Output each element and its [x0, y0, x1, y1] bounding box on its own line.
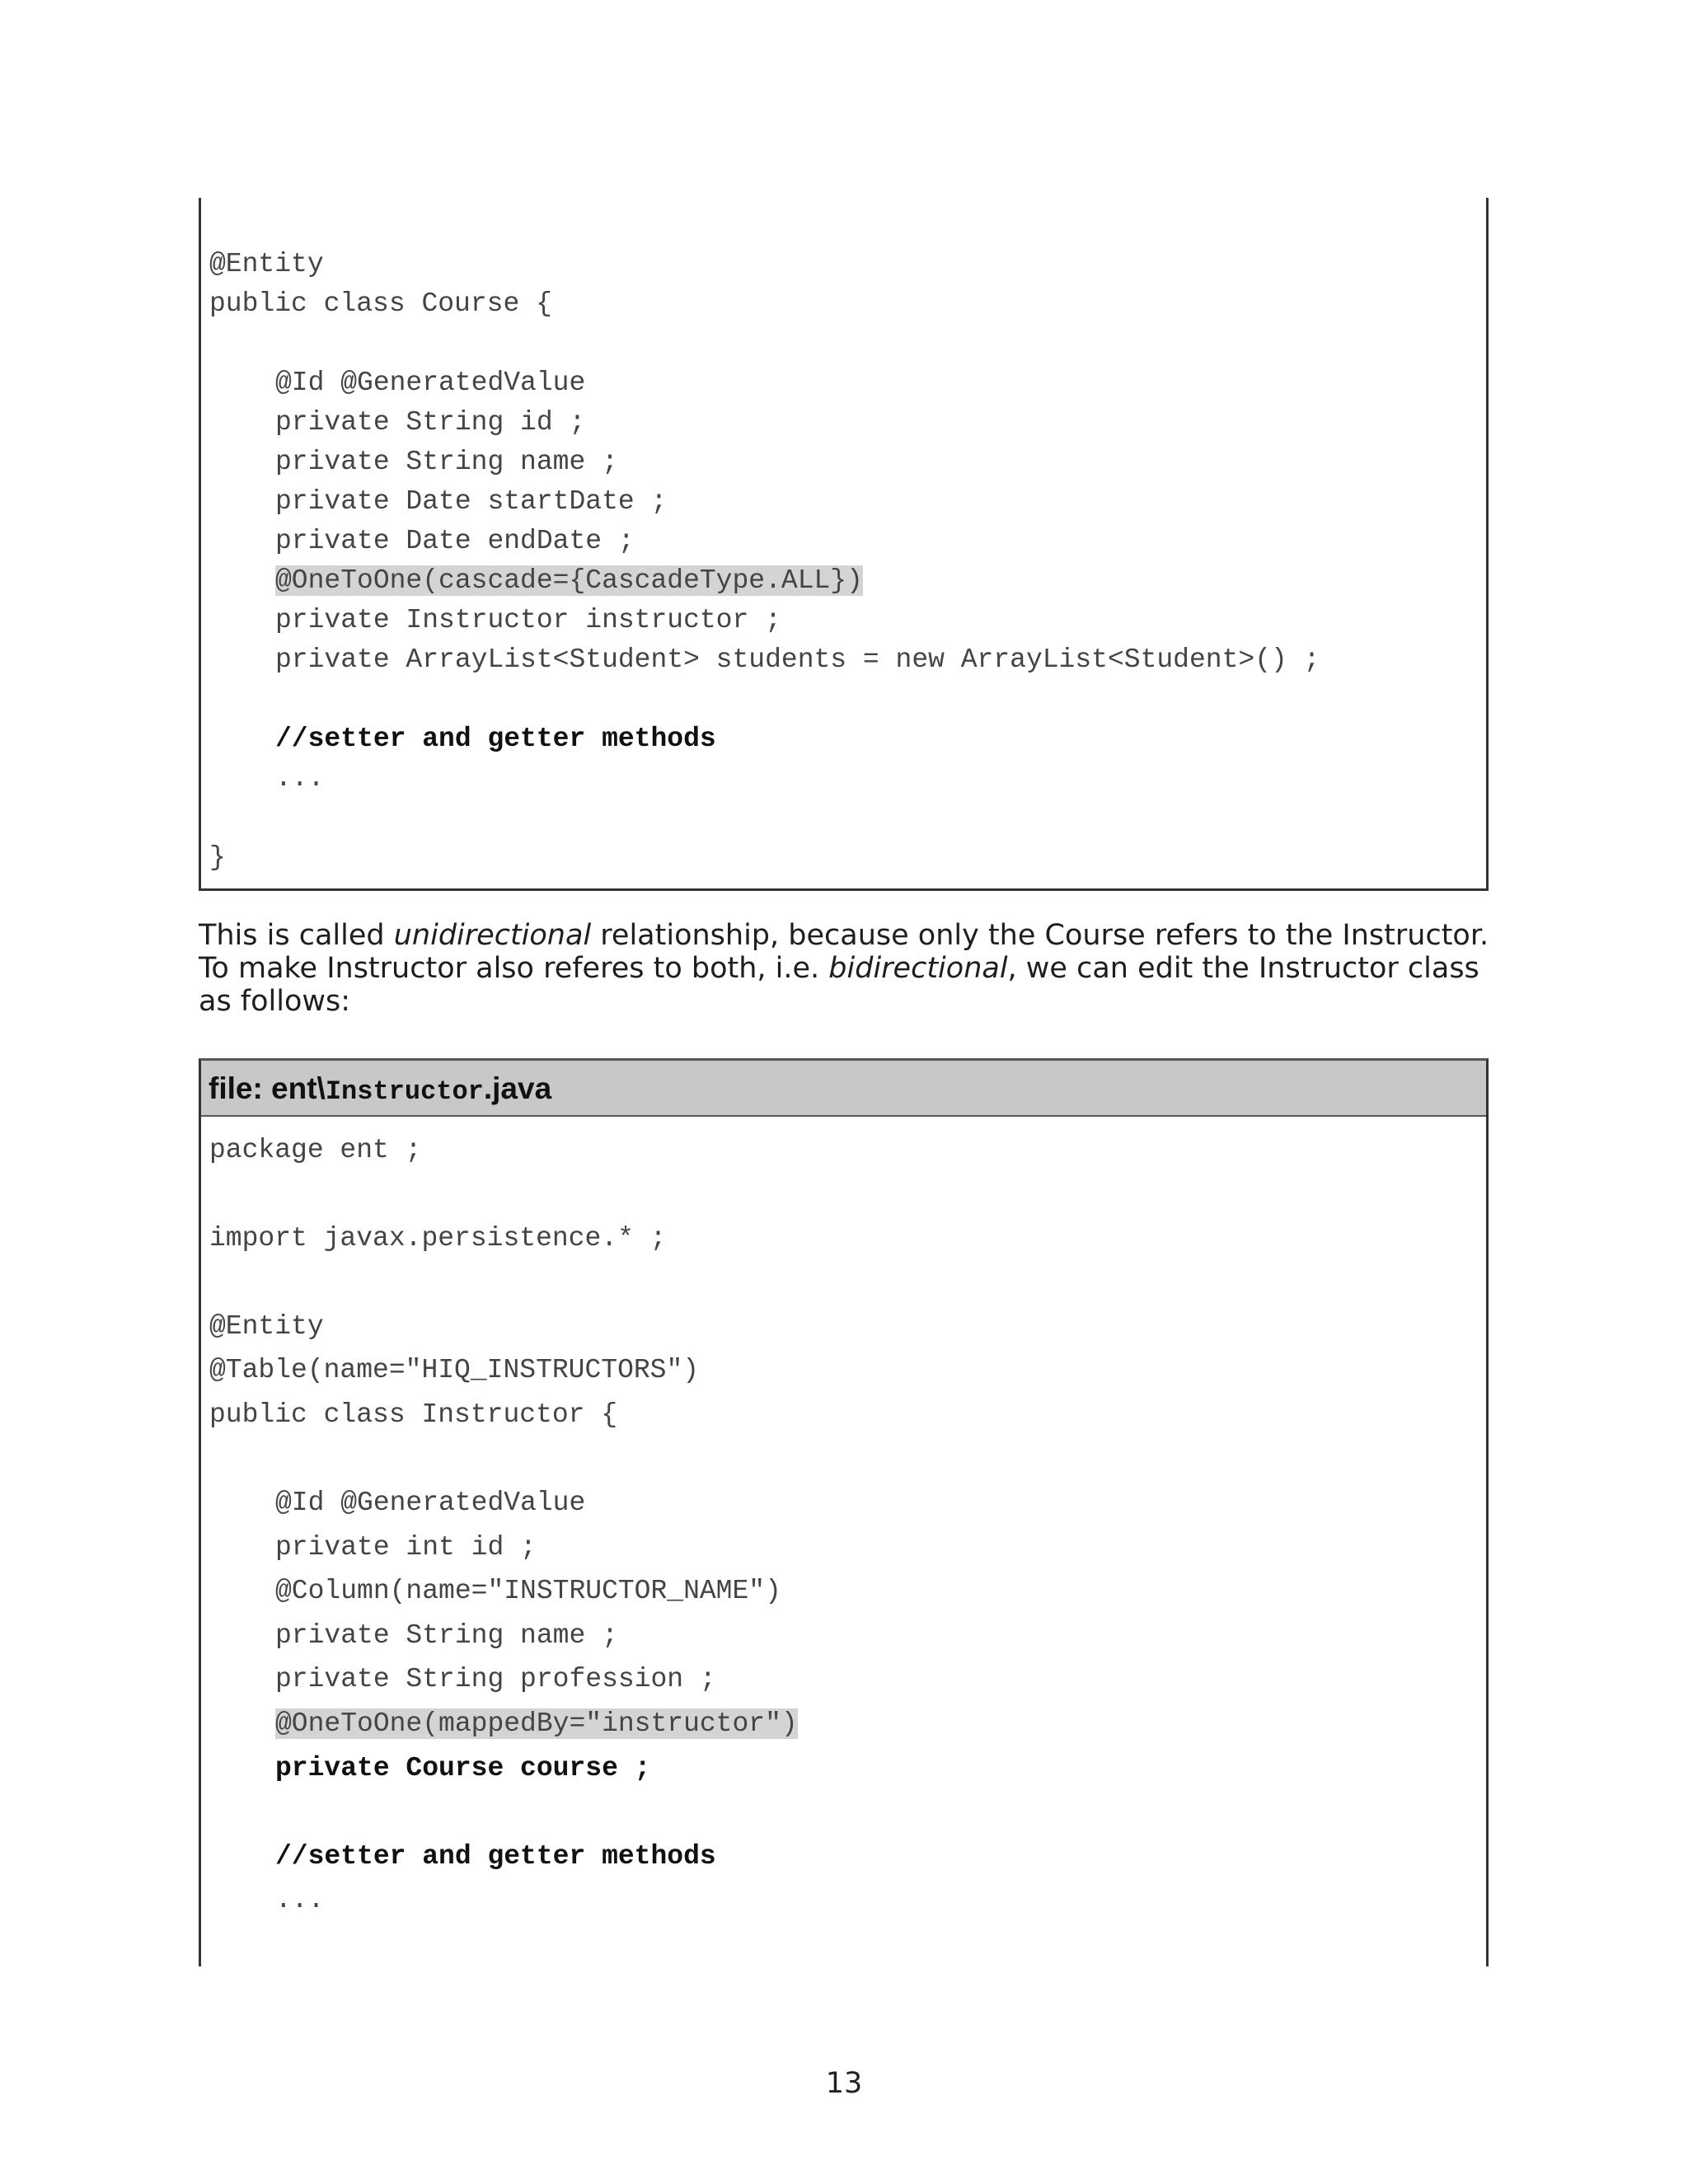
para-italic: bidirectional	[828, 952, 1008, 985]
para-italic: unidirectional	[393, 919, 592, 952]
code-line: @Table(name="HIQ_INSTRUCTORS")	[209, 1355, 700, 1385]
code-line: @Entity	[209, 249, 324, 279]
code-line: ...	[275, 1885, 325, 1915]
code-block-instructor	[199, 1058, 1489, 1966]
code-line: @Entity	[209, 1311, 324, 1342]
body-paragraph	[199, 919, 1501, 1018]
code-line: private String id ;	[275, 407, 586, 438]
highlighted-annotation: @OneToOne(cascade={CascadeType.ALL})	[275, 565, 863, 596]
file-label: file: ent\	[209, 1071, 326, 1105]
code-line: private Date endDate ;	[275, 526, 635, 556]
para-text: relationship, because only the Course refers to the Instructor. To make Instructor also referes to both, i.e.	[199, 919, 1489, 985]
code-line: ...	[275, 763, 325, 794]
code-comment: //setter and getter methods	[275, 724, 716, 754]
page-number: 13	[825, 2067, 863, 2100]
code-line: private Date startDate ;	[275, 486, 668, 517]
code-line: public class Course {	[209, 288, 552, 319]
code-line: private String name ;	[275, 447, 618, 477]
code-line: package ent ;	[209, 1135, 422, 1165]
code-comment: //setter and getter methods	[275, 1841, 716, 1872]
code-line: }	[209, 842, 226, 873]
code-line: @Id @GeneratedValue	[275, 1488, 586, 1518]
code-line: private Instructor instructor ;	[275, 605, 781, 635]
file-ext: .java	[483, 1071, 552, 1105]
code-line: import javax.persistence.* ;	[209, 1223, 667, 1254]
highlighted-annotation: @OneToOne(mappedBy="instructor")	[275, 1708, 798, 1739]
code-line: private ArrayList<Student> students = new ArrayList<Student>() ;	[275, 644, 1320, 675]
code-line: private String name ;	[275, 1620, 618, 1651]
code-line: private int id ;	[275, 1532, 537, 1563]
para-text: , we can edit the Instructor class as follows:	[199, 952, 1479, 1018]
code-line: @Id @GeneratedValue	[275, 368, 586, 398]
code-line-bold: private Course course ;	[275, 1753, 651, 1783]
code-line: @Column(name="INSTRUCTOR_NAME")	[275, 1576, 781, 1606]
code-line: private String profession ;	[275, 1664, 716, 1694]
code-block-course	[199, 198, 1489, 891]
para-text: This is called	[199, 919, 394, 952]
code-line: public class Instructor {	[209, 1399, 618, 1430]
file-header	[201, 1061, 1486, 1117]
file-name: Instructor	[325, 1076, 484, 1107]
